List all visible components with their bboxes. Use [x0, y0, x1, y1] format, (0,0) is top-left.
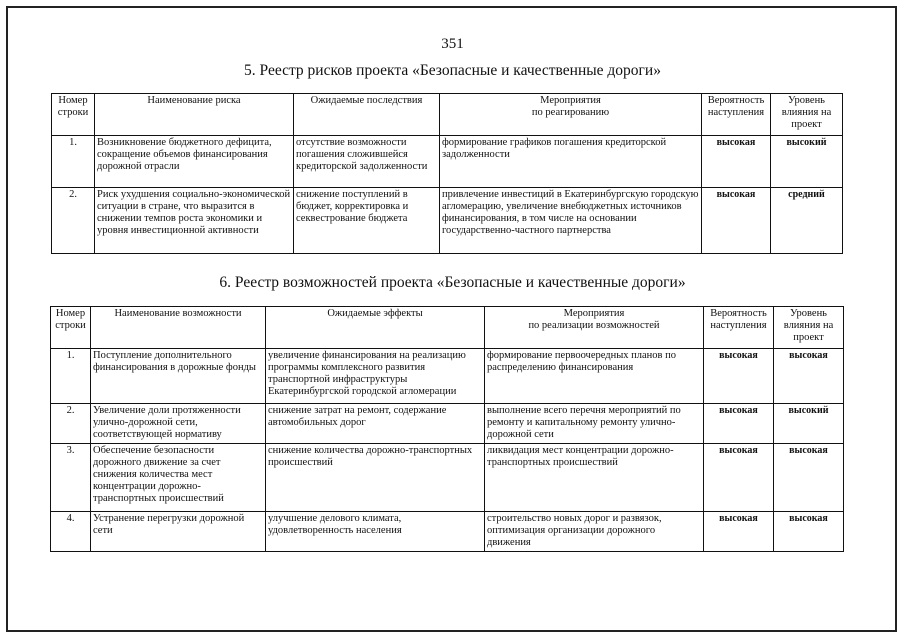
measure: формирование первоочередных планов по распределению финансирования — [485, 349, 704, 404]
effect: снижение затрат на ремонт, содержание автомобильных дорог — [266, 404, 485, 444]
page-number: 351 — [441, 36, 464, 52]
row-number: 3. — [51, 444, 91, 512]
table-row — [51, 404, 844, 444]
effect: улучшение делового климата, удовлетворенность населения — [266, 512, 485, 552]
header-measures — [485, 307, 704, 349]
consequence: отсутствие возможности погашения сложившейся кредиторской задолженности — [294, 136, 440, 188]
header-opportunity-name: Наименование возможности — [91, 307, 266, 349]
measure: ликвидация мест концентрации дорожно-транспортных происшествий — [485, 444, 704, 512]
table-row — [51, 512, 844, 552]
impact: высокая — [774, 444, 844, 512]
probability: высокая — [702, 188, 771, 254]
measure: выполнение всего перечня мероприятий по ремонту и капитальному ремонту улично-дорожной сети — [485, 404, 704, 444]
table-row — [52, 136, 843, 188]
measure: формирование графиков погашения кредиторской задолженности — [440, 136, 702, 188]
risk-name: Возникновение бюджетного дефицита, сокращение объемов финансирования дорожной отрасли — [95, 136, 294, 188]
header-number: Номер строки — [52, 94, 95, 136]
header-probability: Вероятность наступления — [702, 94, 771, 136]
header-effects: Ожидаемые эффекты — [266, 307, 485, 349]
measure: привлечение инвестиций в Екатеринбургскую городскую агломерацию, увеличение внебюджетных источников финансирования, в том числе на основании государственно-частного партнерства — [440, 188, 702, 254]
measure: строительство новых дорог и развязок, оптимизация организации дорожного движения — [485, 512, 704, 552]
probability: высокая — [704, 512, 774, 552]
table-row — [52, 188, 843, 254]
header-measures — [440, 94, 702, 136]
impact: средний — [771, 188, 843, 254]
row-number: 2. — [52, 188, 95, 254]
header-probability: Вероятность наступления — [704, 307, 774, 349]
effect: увеличение финансирования на реализацию программы комплексного развития транспортной инфраструктуры Екатеринбургской городской агломерации — [266, 349, 485, 404]
effect: снижение количества дорожно-транспортных происшествий — [266, 444, 485, 512]
header-measures-text: Мероприятия по реагированию — [531, 95, 610, 118]
opportunity-name: Устранение перегрузки дорожной сети — [91, 512, 266, 552]
opportunity-name: Увеличение доли протяженности улично-дорожной сети, соответствующей нормативу — [91, 404, 266, 444]
opportunity-registry-title: 6. Реестр возможностей проекта «Безопасные и качественные дороги» — [219, 274, 686, 291]
row-number: 4. — [51, 512, 91, 552]
impact: высокий — [771, 136, 843, 188]
probability: высокая — [704, 349, 774, 404]
header-impact: Уровень влияния на проект — [771, 94, 843, 136]
opportunity-name: Обеспечение безопасности дорожного движение за счет снижения количества мест концентрации дорожно-транспортных происшествий — [91, 444, 266, 512]
impact: высокий — [774, 404, 844, 444]
opportunity-name: Поступление дополнительного финансирования в дорожные фонды — [91, 349, 266, 404]
probability: высокая — [704, 404, 774, 444]
table-row — [51, 349, 844, 404]
header-number: Номер строки — [51, 307, 91, 349]
risk-registry-table — [51, 93, 843, 254]
header-consequences: Ожидаемые последствия — [294, 94, 440, 136]
consequence: снижение поступлений в бюджет, корректировка и секвестрование бюджета — [294, 188, 440, 254]
probability: высокая — [702, 136, 771, 188]
opportunity-registry-table — [50, 306, 844, 552]
header-risk-name: Наименование риска — [95, 94, 294, 136]
row-number: 1. — [52, 136, 95, 188]
probability: высокая — [704, 444, 774, 512]
header-measures-text: Мероприятия по реализации возможностей — [528, 308, 660, 331]
impact: высокая — [774, 512, 844, 552]
header-impact: Уровень влияния на проект — [774, 307, 844, 349]
impact: высокая — [774, 349, 844, 404]
header-row — [51, 307, 844, 349]
header-row — [52, 94, 843, 136]
row-number: 2. — [51, 404, 91, 444]
row-number: 1. — [51, 349, 91, 404]
table-row — [51, 444, 844, 512]
risk-name: Риск ухудшения социально-экономической ситуации в стране, что выразится в снижении темпов роста экономики и уровня инвестиционной активности — [95, 188, 294, 254]
risk-registry-title: 5. Реестр рисков проекта «Безопасные и качественные дороги» — [244, 62, 661, 79]
